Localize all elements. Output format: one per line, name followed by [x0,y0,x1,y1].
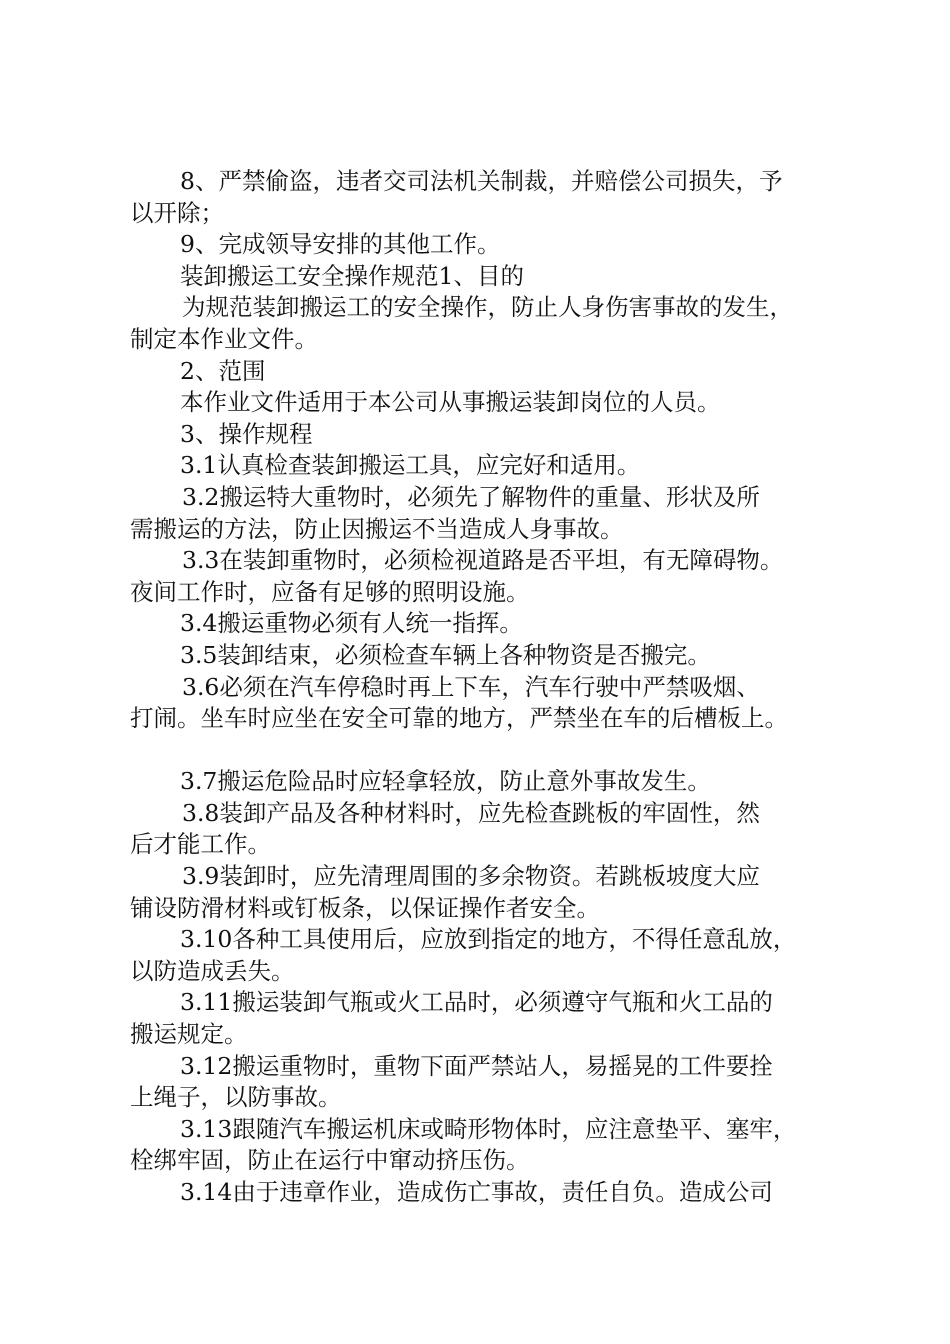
text-line: 3.11搬运装卸气瓶或火工品时，必须遵守气瓶和火工品的 [180,988,773,1017]
text-line: 3.12搬运重物时，重物下面严禁站人，易摇晃的工件要拴 [180,1051,773,1080]
text-line: 以防造成丢失。 [130,956,295,985]
text-line: 本作业文件适用于本公司从事搬运装卸岗位的人员。 [180,388,721,417]
text-line: 为规范装卸搬运工的安全操作，防止人身伤害事故的发生， [182,293,793,322]
document-body [130,166,832,1209]
blank-line [130,735,832,767]
text-line: 搬运规定。 [130,1020,248,1049]
text-line: 9、完成领导安排的其他工作。 [180,230,501,259]
text-line: 需搬运的方法，防止因搬运不当造成人身事故。 [130,514,624,543]
text-line: 铺设防滑材料或钉板条，以保证操作者安全。 [130,893,600,922]
text-line: 3.9装卸时，应先清理周围的多余物资。若跳板坡度大应 [182,862,760,891]
text-line: 3.2搬运特大重物时，必须先了解物件的重量、形状及所 [182,482,760,511]
text-line: 8、严禁偷盗，违者交司法机关制裁，并赔偿公司损失，予 [180,167,783,195]
text-line: 3.3在装卸重物时，必须检视道路是否平坦，有无障碍物。 [182,546,784,575]
text-line: 制定本作业文件。 [130,324,318,353]
text-line: 3.5装卸结束，必须检查车辆上各种物资是否搬完。 [180,640,711,669]
text-line: 栓绑牢固，防止在运行中窜动挤压伤。 [130,1146,530,1175]
text-line: 打闹。坐车时应坐在安全可靠的地方，严禁坐在车的后槽板上。 [130,704,788,733]
text-line: 装卸搬运工安全操作规范1、目的 [180,261,524,290]
text-line: 3.14由于违章作业，造成伤亡事故，责任自负。造成公司 [180,1178,773,1206]
text-line: 2、范围 [180,356,266,385]
text-line: 3.7搬运危险品时应轻拿轻放，防止意外事故发生。 [180,767,711,796]
text-line: 3.4搬运重物必须有人统一指挥。 [180,609,523,638]
text-line: 3.10各种工具使用后，应放到指定的地方，不得任意乱放， [180,925,797,954]
text-line: 3、操作规程 [180,419,313,448]
text-line: 3.1认真检查装卸搬运工具，应完好和适用。 [180,451,641,480]
text-line: 上绳子，以防事故。 [130,1083,342,1112]
text-line: 夜间工作时，应备有足够的照明设施。 [130,577,530,606]
text-line: 3.8装卸产品及各种材料时，应先检查跳板的牢固性，然 [182,798,760,827]
text-line: 以开除； [130,198,224,227]
text-line: 后才能工作。 [130,830,271,859]
text-line: 3.13跟随汽车搬运机床或畸形物体时，应注意垫平、塞牢， [180,1114,797,1143]
text-line: 3.6必须在汽车停稳时再上下车，汽车行驶中严禁吸烟、 [182,672,760,701]
